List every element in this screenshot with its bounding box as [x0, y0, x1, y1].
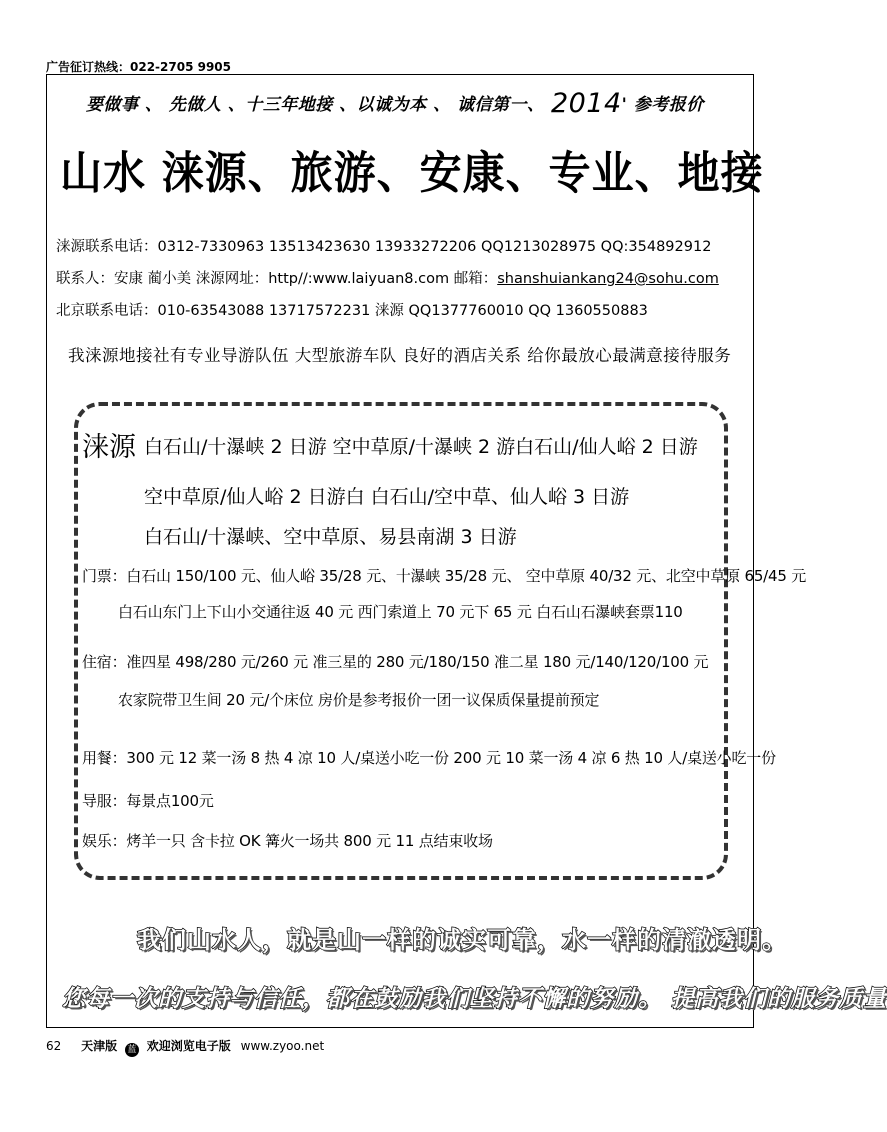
entertainment: 娱乐：烤羊一只 含卡拉 OK 篝火一场共 800 元 11 点结束收场 [82, 832, 493, 850]
footer-tagline: 欢迎浏览电子版 [146, 1039, 231, 1053]
slogan-text: 要做事 、 先做人 、十三年地接 、以诚为本 、 诚信第一、 [86, 95, 545, 115]
slogan [86, 88, 704, 119]
ticket-prices-extra: 白石山东门上下山小交通往返 40 元 西门索道上 70 元下 65 元 白石山石瀑峡套票110 [118, 603, 683, 621]
contact-line-person [56, 267, 719, 288]
meal-prices: 用餐：300 元 12 菜一汤 8 热 4 凉 10 人/桌送小吃一份 200 元 10 菜一汤 4 凉 6 热 10 人/桌送小吃一份 [82, 749, 776, 767]
email-link[interactable]: shanshuiankang24@sohu.com [497, 271, 719, 287]
contact-line-laiyuan: 涞源联系电话：0312-7330963 13513423630 13933272206 QQ1213028975 QQ:354892912 [56, 239, 712, 255]
footer-url[interactable]: www.zyoo.net [240, 1039, 325, 1053]
ad-hotline: 广告征订热线：022-2705 9905 [46, 60, 232, 74]
route-line-3: 白石山/十瀑峡、空中草原、易县南湖 3 日游 [144, 526, 517, 548]
slogan-year: 2014 [550, 88, 622, 119]
slogan-suffix: 参考报价 [633, 95, 704, 115]
route-line-1: 白石山/十瀑峡 2 日游 空中草原/十瀑峡 2 游白石山/仙人峪 2 日游 [144, 436, 698, 458]
headline: 山水 涞源、旅游、安康、专业、地接 [60, 146, 764, 199]
contact-line-beijing: 北京联系电话：010-63543088 13717572231 涞源 QQ1377760010 QQ 1360550883 [56, 303, 648, 319]
brand-logo-icon: 蓝 [125, 1043, 139, 1057]
page-footer [46, 1037, 324, 1057]
lodging-prices: 住宿：准四星 498/280 元/260 元 准三星的 280 元/180/150 准二星 180 元/140/120/100 元 [82, 653, 709, 671]
closing-line-1: 我们山水人，就是山一样的诚实可靠，水一样的清澈透明。 [137, 926, 787, 954]
closing-line-2: 您每一次的支持与信任，都在鼓励我们坚持不懈的努励。 提高我们的服务质量 [62, 986, 887, 1012]
services-statement: 我涞源地接社有专业导游队伍 大型旅游车队 良好的酒店关系 给你最放心最满意接待服务 [68, 346, 732, 365]
guide-fee-label: 导服：每景点 [82, 792, 171, 810]
brand-label: 涞源 [82, 432, 136, 463]
contact-person-text: 联系人：安康 蔺小美 涞源网址：http//:www.laiyuan8.com 邮箱： [56, 271, 498, 287]
guide-fee [82, 790, 214, 811]
lodging-extra: 农家院带卫生间 20 元/个床位 房价是参考报价一团一议保质保量提前预定 [118, 691, 600, 709]
guide-fee-value: 100元 [170, 792, 214, 810]
edition-label: 天津版 [81, 1039, 118, 1053]
slogan-mark: ' [621, 95, 628, 115]
page-number: 62 [46, 1039, 62, 1053]
ticket-prices: 门票：白石山 150/100 元、仙人峪 35/28 元、十瀑峡 35/28 元、 空中草原 40/32 元、北空中草原 65/45 元 [82, 567, 807, 585]
route-line-2: 空中草原/仙人峪 2 日游白 白石山/空中草、仙人峪 3 日游 [144, 486, 630, 508]
